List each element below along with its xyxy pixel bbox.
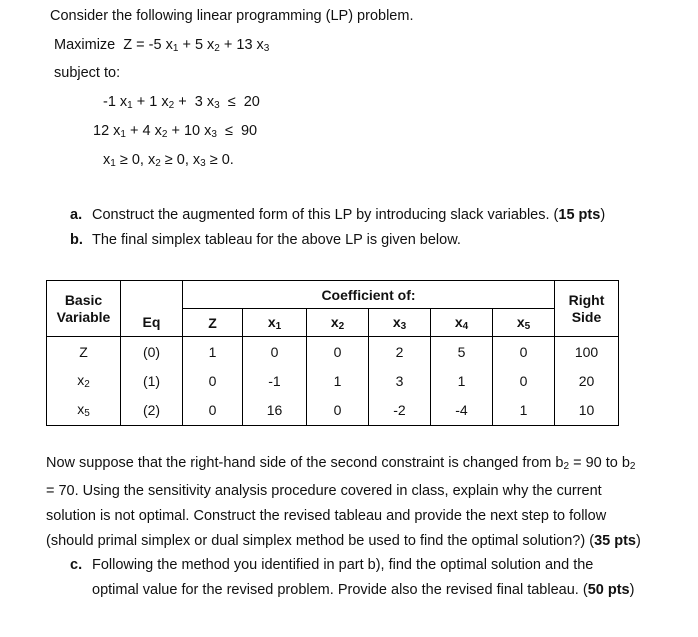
header-col-x4-text: $x_4$ xyxy=(454,313,469,332)
sensitivity-line-4 xyxy=(46,529,656,554)
c1-term3: + 3 x xyxy=(174,94,215,110)
header-col-x5-text: $x_5$ xyxy=(516,313,531,332)
sensitivity-line-3: solution is not optimal. Construct the revised tableau and provide the next step to follow xyxy=(46,508,607,524)
sensitivity-line-1b: = 90 to b xyxy=(569,455,630,471)
part-c-label: c. xyxy=(70,557,83,573)
header-col-x2 xyxy=(307,309,369,337)
c2-sub2: 2 xyxy=(161,129,168,140)
part-a xyxy=(70,207,605,223)
nn-term3: ≥ 0, x xyxy=(160,152,201,168)
part-b xyxy=(70,232,461,248)
part-c-points: 50 pts xyxy=(587,582,630,598)
sensitivity-line-1a: Now suppose that the right-hand side of the second constraint is changed from b xyxy=(46,455,564,471)
row2-z: 0 xyxy=(183,396,243,426)
row1-x1: -1 xyxy=(243,367,307,396)
header-col-x4 xyxy=(431,309,493,337)
c2-rhs: ≤ 90 xyxy=(216,123,258,139)
sensitivity-paragraph xyxy=(46,451,656,554)
row2-basic: $x_5$ xyxy=(47,396,121,426)
part-c-close: ) xyxy=(629,582,635,598)
sensitivity-line-4b: ) xyxy=(635,533,641,549)
c2-term1: 12 x xyxy=(93,123,121,139)
subscript: 5 xyxy=(524,320,531,332)
header-col-x3-text: $x_3$ xyxy=(392,313,407,332)
c2-term3: + 10 x xyxy=(167,123,212,139)
part-c-line-2: optimal value for the revised problem. Provide also the revised final tableau. ( xyxy=(92,582,588,598)
objective-sub2: 2 xyxy=(214,43,220,54)
c1-sub3: 3 xyxy=(214,100,220,111)
sensitivity-points: 35 pts xyxy=(594,533,636,549)
c1-sub2: 2 xyxy=(168,100,175,111)
row2-eq: (2) xyxy=(121,396,183,426)
subscript: 1 xyxy=(275,320,282,332)
header-col-x1 xyxy=(243,309,307,337)
objective-function xyxy=(54,37,269,54)
objective-term2: + 5 x xyxy=(178,37,215,53)
subject-to-label: subject to: xyxy=(54,65,121,81)
part-a-label: a. xyxy=(70,207,83,223)
header-right-side: Right Side xyxy=(555,281,619,337)
subscript: 2 xyxy=(84,379,90,390)
nn-term1: x xyxy=(103,152,111,168)
row0-x3: 2 xyxy=(369,337,431,367)
intro-text: Consider the following linear programming (LP) problem. xyxy=(50,8,414,24)
row0-rhs: 100 xyxy=(555,337,619,367)
header-coefficient-of: Coefficient of: xyxy=(183,281,555,309)
c1-rhs: ≤ 20 xyxy=(219,94,260,110)
nn-term2: ≥ 0, x xyxy=(115,152,156,168)
row2-x4: -4 xyxy=(431,396,493,426)
row2-rhs: 10 xyxy=(555,396,619,426)
sensitivity-sub-2: 2 xyxy=(629,461,636,472)
c1-term1: -1 x xyxy=(103,94,128,110)
row1-x5: 0 xyxy=(493,367,555,396)
row0-eq: (0) xyxy=(121,337,183,367)
header-col-x3 xyxy=(369,309,431,337)
c1-sub1: 1 xyxy=(127,100,133,111)
sensitivity-line-1 xyxy=(46,451,656,479)
row0-x4: 5 xyxy=(431,337,493,367)
sensitivity-line-4a: (should primal simplex or dual simplex method be used to find the optimal solution?) ( xyxy=(46,533,595,549)
table-row xyxy=(47,337,619,367)
row0-x5: 0 xyxy=(493,337,555,367)
objective-label: Maximize xyxy=(54,37,116,53)
subscript: 5 xyxy=(84,408,90,420)
objective-sub3: 3 xyxy=(263,43,270,54)
part-a-close: ) xyxy=(600,207,606,223)
row0-basic: Z xyxy=(47,337,121,367)
row1-basic: $x_2$ xyxy=(47,367,121,396)
row0-z: 1 xyxy=(183,337,243,367)
row1-z: 0 xyxy=(183,367,243,396)
nonnegativity-constraints xyxy=(103,152,234,169)
c2-sub3: 3 xyxy=(211,129,217,140)
header-col-x1-text: $x_1$ xyxy=(267,313,282,332)
header-basic-variable: Basic Variable xyxy=(47,281,121,337)
subscript: 2 xyxy=(338,320,345,332)
constraint-1 xyxy=(103,94,260,111)
sensitivity-sub-1: 2 xyxy=(563,461,570,472)
row2-x2: 0 xyxy=(307,396,369,426)
row1-x3: 3 xyxy=(369,367,431,396)
part-c xyxy=(70,553,634,603)
row1-rhs: 20 xyxy=(555,367,619,396)
c1-term2: + 1 x xyxy=(132,94,169,110)
nn-sub1: 1 xyxy=(110,158,116,169)
row1-eq: (1) xyxy=(121,367,183,396)
header-eq: Eq xyxy=(121,309,183,337)
row2-x1: 16 xyxy=(243,396,307,426)
nn-sub3: 3 xyxy=(200,158,206,169)
part-a-text: Construct the augmented form of this LP by introducing slack variables. ( xyxy=(92,207,559,223)
row0-x1: 0 xyxy=(243,337,307,367)
simplex-tableau xyxy=(46,280,619,426)
row1-x4: 1 xyxy=(431,367,493,396)
subscript: 4 xyxy=(462,320,469,332)
row0-x2: 0 xyxy=(307,337,369,367)
objective-term3: + 13 x xyxy=(219,37,264,53)
table-row xyxy=(47,396,619,426)
row2-x5: 1 xyxy=(493,396,555,426)
row1-x2: 1 xyxy=(307,367,369,396)
objective-sub1: 1 xyxy=(172,43,179,54)
part-a-points: 15 pts xyxy=(558,207,601,223)
header-col-z: Z xyxy=(183,309,243,337)
objective-term1: Z = -5 x xyxy=(123,37,173,53)
header-col-x2-text: $x_2$ xyxy=(330,313,345,332)
row2-x3: -2 xyxy=(369,396,431,426)
nn-term4: ≥ 0. xyxy=(205,152,234,168)
subscript: 3 xyxy=(400,320,407,332)
c2-term2: + 4 x xyxy=(125,123,162,139)
sensitivity-line-2: = 70. Using the sensitivity analysis procedure covered in class, explain why the current xyxy=(46,483,602,499)
c2-sub1: 1 xyxy=(120,129,126,140)
part-b-label: b. xyxy=(70,232,83,248)
table-row xyxy=(47,367,619,396)
part-c-line-1: Following the method you identified in part b), find the optimal solution and the xyxy=(92,557,594,573)
part-b-text: The final simplex tableau for the above LP is given below. xyxy=(92,232,461,248)
nn-sub2: 2 xyxy=(155,158,161,169)
header-eq-top xyxy=(121,281,183,309)
header-col-x5 xyxy=(493,309,555,337)
constraint-2 xyxy=(93,123,257,140)
